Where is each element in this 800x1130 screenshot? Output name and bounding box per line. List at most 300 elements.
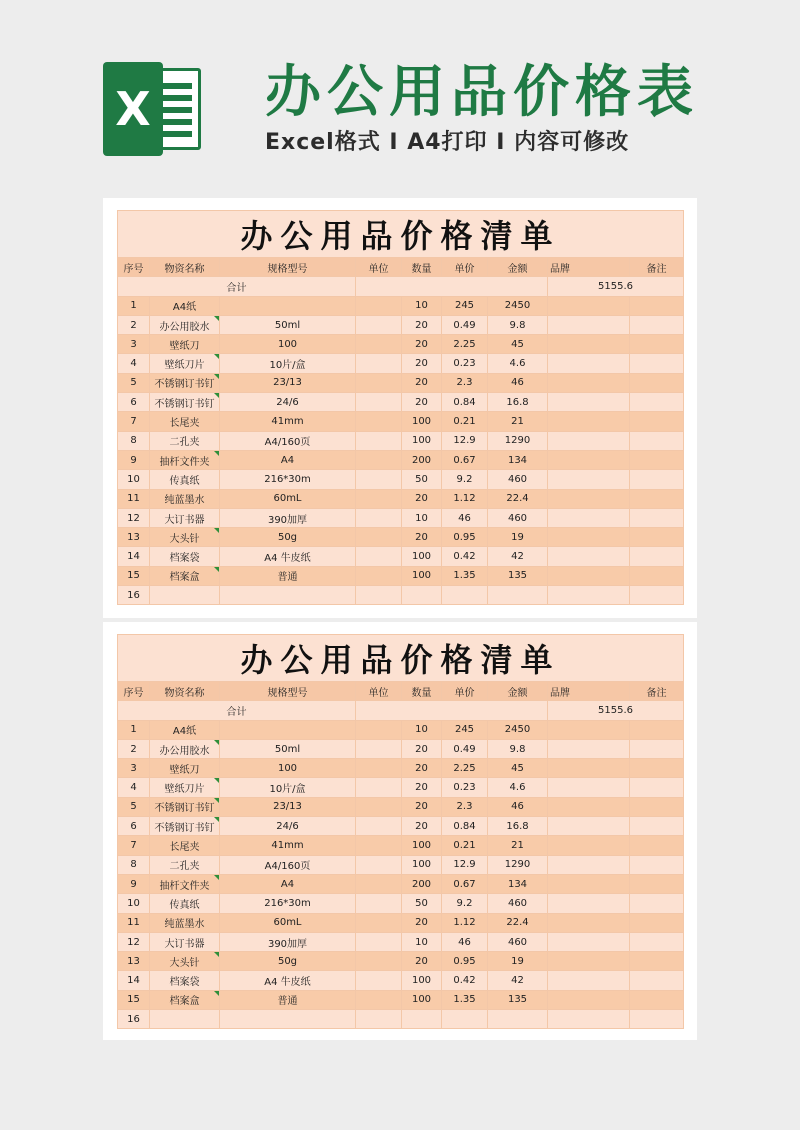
cell-price[interactable]: 9.2 [442,894,488,913]
column-header[interactable]: 规格型号 [220,682,356,701]
cell-unit[interactable] [356,393,402,412]
cell-note[interactable] [630,836,684,855]
cell-no[interactable]: 12 [118,508,150,527]
cell-amount[interactable]: 4.6 [488,778,548,797]
cell-note[interactable] [630,489,684,508]
cell-note[interactable] [630,470,684,489]
cell-name[interactable] [150,952,220,971]
cell-spec[interactable]: 10片/盒 [220,778,356,797]
cell-name[interactable] [150,990,220,1009]
cell-amount[interactable]: 460 [488,894,548,913]
cell-note[interactable] [630,971,684,990]
cell-qty[interactable]: 100 [402,431,442,450]
cell-brand[interactable] [548,566,630,585]
total-value[interactable]: 5155.6 [548,701,684,720]
cell-brand[interactable] [548,393,630,412]
cell-amount[interactable]: 9.8 [488,315,548,334]
cell-unit[interactable] [356,971,402,990]
cell-unit[interactable] [356,817,402,836]
cell-price[interactable]: 0.23 [442,778,488,797]
cell-spec[interactable]: A4/160页 [220,431,356,450]
cell-price[interactable]: 0.23 [442,354,488,373]
cell-no[interactable]: 1 [118,296,150,315]
cell-qty[interactable]: 200 [402,874,442,893]
cell-note[interactable] [630,913,684,932]
cell-unit[interactable] [356,450,402,469]
cell-price[interactable]: 1.12 [442,913,488,932]
cell-qty[interactable]: 100 [402,566,442,585]
cell-no[interactable]: 1 [118,720,150,739]
cell-name[interactable] [150,547,220,566]
cell-unit[interactable] [356,296,402,315]
cell-spec[interactable]: A4 牛皮纸 [220,547,356,566]
cell-name[interactable] [150,470,220,489]
cell-note[interactable] [630,894,684,913]
cell-name[interactable] [150,489,220,508]
cell-price[interactable] [442,1010,488,1029]
cell-spec[interactable]: 10片/盒 [220,354,356,373]
cell-price[interactable]: 12.9 [442,431,488,450]
cell-brand[interactable] [548,586,630,605]
cell-no[interactable]: 14 [118,547,150,566]
cell-note[interactable] [630,759,684,778]
cell-spec[interactable]: 41mm [220,412,356,431]
cell-qty[interactable]: 20 [402,335,442,354]
cell-amount[interactable]: 19 [488,528,548,547]
cell-qty[interactable] [402,586,442,605]
column-header[interactable]: 单价 [442,258,488,277]
cell-price[interactable]: 46 [442,508,488,527]
cell-amount[interactable]: 21 [488,836,548,855]
cell-unit[interactable] [356,431,402,450]
cell-amount[interactable] [488,1010,548,1029]
cell-spec[interactable]: 普通 [220,990,356,1009]
cell-unit[interactable] [356,778,402,797]
cell-amount[interactable]: 4.6 [488,354,548,373]
cell-spec[interactable]: A4 [220,874,356,893]
cell-spec[interactable] [220,1010,356,1029]
cell-price[interactable]: 2.3 [442,797,488,816]
cell-qty[interactable]: 20 [402,528,442,547]
column-header[interactable]: 品牌 [548,682,630,701]
cell-price[interactable]: 0.67 [442,450,488,469]
cell-name[interactable] [150,354,220,373]
cell-name[interactable] [150,1010,220,1029]
cell-spec[interactable]: 23/13 [220,373,356,392]
cell-amount[interactable]: 22.4 [488,489,548,508]
cell-unit[interactable] [356,990,402,1009]
cell-unit[interactable] [356,315,402,334]
cell-unit[interactable] [356,797,402,816]
cell-name[interactable] [150,778,220,797]
cell-brand[interactable] [548,296,630,315]
cell-unit[interactable] [356,412,402,431]
cell-no[interactable]: 11 [118,489,150,508]
column-header[interactable]: 单位 [356,682,402,701]
cell-name[interactable] [150,932,220,951]
cell-no[interactable]: 5 [118,373,150,392]
cell-brand[interactable] [548,739,630,758]
cell-no[interactable]: 16 [118,586,150,605]
cell-note[interactable] [630,874,684,893]
cell-qty[interactable]: 50 [402,470,442,489]
cell-price[interactable]: 0.42 [442,971,488,990]
cell-name[interactable] [150,720,220,739]
column-header[interactable]: 金额 [488,258,548,277]
cell-no[interactable]: 16 [118,1010,150,1029]
cell-unit[interactable] [356,855,402,874]
cell-unit[interactable] [356,759,402,778]
cell-brand[interactable] [548,855,630,874]
cell-name[interactable] [150,817,220,836]
cell-brand[interactable] [548,797,630,816]
cell-amount[interactable]: 16.8 [488,817,548,836]
cell-name[interactable] [150,971,220,990]
cell-brand[interactable] [548,778,630,797]
cell-amount[interactable]: 460 [488,508,548,527]
column-header[interactable]: 序号 [118,682,150,701]
cell-note[interactable] [630,393,684,412]
cell-no[interactable]: 15 [118,990,150,1009]
column-header[interactable]: 备注 [630,682,684,701]
cell-note[interactable] [630,450,684,469]
cell-amount[interactable]: 2450 [488,720,548,739]
cell-price[interactable]: 245 [442,296,488,315]
cell-spec[interactable]: 50g [220,952,356,971]
cell-unit[interactable] [356,566,402,585]
cell-price[interactable]: 0.21 [442,836,488,855]
cell-no[interactable]: 6 [118,817,150,836]
cell-spec[interactable]: 60mL [220,913,356,932]
column-header[interactable]: 数量 [402,682,442,701]
column-header[interactable]: 备注 [630,258,684,277]
cell-qty[interactable]: 20 [402,373,442,392]
cell-qty[interactable]: 20 [402,354,442,373]
cell-no[interactable]: 9 [118,874,150,893]
cell-brand[interactable] [548,489,630,508]
cell-spec[interactable]: 390加厚 [220,508,356,527]
column-header[interactable]: 物资名称 [150,682,220,701]
cell-spec[interactable]: 24/6 [220,393,356,412]
cell-brand[interactable] [548,952,630,971]
cell-price[interactable]: 2.25 [442,759,488,778]
cell-note[interactable] [630,586,684,605]
cell-qty[interactable]: 20 [402,759,442,778]
cell-brand[interactable] [548,874,630,893]
cell-qty[interactable]: 20 [402,797,442,816]
cell-brand[interactable] [548,759,630,778]
cell-note[interactable] [630,335,684,354]
cell-unit[interactable] [356,335,402,354]
cell-name[interactable] [150,335,220,354]
cell-name[interactable] [150,894,220,913]
cell-note[interactable] [630,952,684,971]
cell-note[interactable] [630,932,684,951]
cell-qty[interactable]: 20 [402,739,442,758]
cell-name[interactable] [150,836,220,855]
cell-spec[interactable] [220,296,356,315]
column-header[interactable]: 金额 [488,682,548,701]
cell-note[interactable] [630,1010,684,1029]
cell-spec[interactable]: 普通 [220,566,356,585]
cell-name[interactable] [150,913,220,932]
cell-spec[interactable]: 23/13 [220,797,356,816]
cell-price[interactable]: 245 [442,720,488,739]
column-header[interactable]: 规格型号 [220,258,356,277]
cell-unit[interactable] [356,720,402,739]
cell-amount[interactable]: 46 [488,797,548,816]
cell-spec[interactable]: A4/160页 [220,855,356,874]
cell-unit[interactable] [356,932,402,951]
cell-name[interactable] [150,739,220,758]
cell-spec[interactable]: 41mm [220,836,356,855]
cell-qty[interactable]: 100 [402,855,442,874]
cell-amount[interactable]: 16.8 [488,393,548,412]
cell-qty[interactable]: 10 [402,932,442,951]
cell-unit[interactable] [356,547,402,566]
total-label[interactable]: 合计 [118,277,356,296]
cell-no[interactable]: 8 [118,855,150,874]
cell-spec[interactable] [220,720,356,739]
cell-note[interactable] [630,547,684,566]
cell-unit[interactable] [356,1010,402,1029]
cell-price[interactable]: 0.95 [442,528,488,547]
cell-note[interactable] [630,990,684,1009]
cell-no[interactable]: 10 [118,470,150,489]
cell-spec[interactable]: 100 [220,335,356,354]
cell-amount[interactable] [488,586,548,605]
cell-brand[interactable] [548,373,630,392]
cell-brand[interactable] [548,894,630,913]
cell-name[interactable] [150,412,220,431]
cell-spec[interactable]: A4 牛皮纸 [220,971,356,990]
cell-brand[interactable] [548,1010,630,1029]
cell-note[interactable] [630,412,684,431]
cell-price[interactable]: 1.35 [442,566,488,585]
cell-spec[interactable]: 390加厚 [220,932,356,951]
cell-note[interactable] [630,855,684,874]
column-header[interactable]: 单价 [442,682,488,701]
cell-name[interactable] [150,450,220,469]
cell-unit[interactable] [356,952,402,971]
cell-brand[interactable] [548,720,630,739]
cell-unit[interactable] [356,470,402,489]
cell-price[interactable]: 1.12 [442,489,488,508]
cell-no[interactable]: 7 [118,412,150,431]
cell-note[interactable] [630,431,684,450]
cell-qty[interactable]: 20 [402,489,442,508]
cell-qty[interactable]: 100 [402,971,442,990]
cell-qty[interactable]: 20 [402,817,442,836]
cell-amount[interactable]: 135 [488,990,548,1009]
cell-brand[interactable] [548,354,630,373]
cell-amount[interactable]: 1290 [488,855,548,874]
cell-brand[interactable] [548,836,630,855]
cell-unit[interactable] [356,874,402,893]
cell-no[interactable]: 6 [118,393,150,412]
cell-brand[interactable] [548,335,630,354]
cell-note[interactable] [630,354,684,373]
cell-spec[interactable]: 50ml [220,315,356,334]
cell-amount[interactable]: 460 [488,470,548,489]
cell-spec[interactable]: 50ml [220,739,356,758]
cell-name[interactable] [150,296,220,315]
cell-qty[interactable]: 20 [402,393,442,412]
cell-name[interactable] [150,373,220,392]
cell-brand[interactable] [548,450,630,469]
cell-unit[interactable] [356,586,402,605]
column-header[interactable]: 品牌 [548,258,630,277]
cell-qty[interactable]: 10 [402,508,442,527]
cell-price[interactable]: 0.49 [442,315,488,334]
cell-qty[interactable]: 50 [402,894,442,913]
cell-no[interactable]: 8 [118,431,150,450]
cell-price[interactable]: 0.95 [442,952,488,971]
cell-amount[interactable]: 45 [488,335,548,354]
cell-no[interactable]: 13 [118,952,150,971]
cell-note[interactable] [630,296,684,315]
column-header[interactable]: 物资名称 [150,258,220,277]
cell-unit[interactable] [356,354,402,373]
cell-spec[interactable]: 24/6 [220,817,356,836]
cell-brand[interactable] [548,431,630,450]
cell-brand[interactable] [548,412,630,431]
cell-price[interactable]: 12.9 [442,855,488,874]
cell-no[interactable]: 3 [118,759,150,778]
cell-brand[interactable] [548,913,630,932]
cell-name[interactable] [150,528,220,547]
cell-amount[interactable]: 19 [488,952,548,971]
cell-amount[interactable]: 134 [488,874,548,893]
cell-qty[interactable]: 10 [402,720,442,739]
cell-unit[interactable] [356,739,402,758]
cell-brand[interactable] [548,528,630,547]
cell-note[interactable] [630,817,684,836]
cell-qty[interactable]: 20 [402,952,442,971]
cell-name[interactable] [150,586,220,605]
cell-amount[interactable]: 45 [488,759,548,778]
cell-amount[interactable]: 42 [488,971,548,990]
cell-name[interactable] [150,759,220,778]
cell-qty[interactable]: 20 [402,315,442,334]
total-value[interactable]: 5155.6 [548,277,684,296]
cell-no[interactable]: 13 [118,528,150,547]
cell-name[interactable] [150,797,220,816]
cell-price[interactable]: 46 [442,932,488,951]
cell-note[interactable] [630,528,684,547]
cell-unit[interactable] [356,373,402,392]
cell-no[interactable]: 4 [118,354,150,373]
cell-no[interactable]: 11 [118,913,150,932]
cell-no[interactable]: 9 [118,450,150,469]
cell-qty[interactable]: 20 [402,778,442,797]
cell-amount[interactable]: 46 [488,373,548,392]
cell-no[interactable]: 10 [118,894,150,913]
cell-spec[interactable]: 100 [220,759,356,778]
cell-note[interactable] [630,797,684,816]
cell-name[interactable] [150,874,220,893]
column-header[interactable]: 单位 [356,258,402,277]
cell-note[interactable] [630,315,684,334]
cell-qty[interactable]: 100 [402,990,442,1009]
cell-no[interactable]: 2 [118,739,150,758]
cell-amount[interactable]: 9.8 [488,739,548,758]
cell-spec[interactable]: 60mL [220,489,356,508]
cell-qty[interactable]: 100 [402,547,442,566]
cell[interactable] [356,701,548,720]
cell-spec[interactable]: 50g [220,528,356,547]
cell-name[interactable] [150,393,220,412]
total-label[interactable]: 合计 [118,701,356,720]
cell-unit[interactable] [356,489,402,508]
cell-note[interactable] [630,739,684,758]
cell-qty[interactable]: 10 [402,296,442,315]
cell-unit[interactable] [356,836,402,855]
cell-amount[interactable]: 1290 [488,431,548,450]
cell-price[interactable]: 0.42 [442,547,488,566]
cell-amount[interactable]: 460 [488,932,548,951]
cell-no[interactable]: 12 [118,932,150,951]
cell-note[interactable] [630,373,684,392]
cell-no[interactable]: 3 [118,335,150,354]
cell-note[interactable] [630,566,684,585]
cell-qty[interactable]: 100 [402,412,442,431]
cell-brand[interactable] [548,817,630,836]
cell-spec[interactable] [220,586,356,605]
cell-no[interactable]: 2 [118,315,150,334]
cell-price[interactable]: 0.84 [442,817,488,836]
cell-no[interactable]: 5 [118,797,150,816]
cell-brand[interactable] [548,971,630,990]
cell-unit[interactable] [356,528,402,547]
cell-qty[interactable]: 200 [402,450,442,469]
cell-amount[interactable]: 21 [488,412,548,431]
cell-unit[interactable] [356,894,402,913]
cell-note[interactable] [630,720,684,739]
cell-amount[interactable]: 134 [488,450,548,469]
cell-qty[interactable] [402,1010,442,1029]
cell-price[interactable]: 1.35 [442,990,488,1009]
cell-no[interactable]: 14 [118,971,150,990]
cell-unit[interactable] [356,508,402,527]
cell-brand[interactable] [548,315,630,334]
cell-qty[interactable]: 20 [402,913,442,932]
cell-price[interactable] [442,586,488,605]
cell-name[interactable] [150,315,220,334]
cell-price[interactable]: 0.21 [442,412,488,431]
cell-amount[interactable]: 135 [488,566,548,585]
cell-name[interactable] [150,566,220,585]
cell-brand[interactable] [548,508,630,527]
cell-name[interactable] [150,431,220,450]
cell-spec[interactable]: 216*30m [220,470,356,489]
cell-no[interactable]: 7 [118,836,150,855]
cell-price[interactable]: 2.3 [442,373,488,392]
column-header[interactable]: 数量 [402,258,442,277]
cell-brand[interactable] [548,932,630,951]
cell-price[interactable]: 0.67 [442,874,488,893]
cell-unit[interactable] [356,913,402,932]
cell-brand[interactable] [548,547,630,566]
cell-amount[interactable]: 42 [488,547,548,566]
cell-no[interactable]: 15 [118,566,150,585]
cell-amount[interactable]: 22.4 [488,913,548,932]
cell-price[interactable]: 2.25 [442,335,488,354]
cell-no[interactable]: 4 [118,778,150,797]
cell-price[interactable]: 0.84 [442,393,488,412]
cell-note[interactable] [630,778,684,797]
cell-name[interactable] [150,508,220,527]
